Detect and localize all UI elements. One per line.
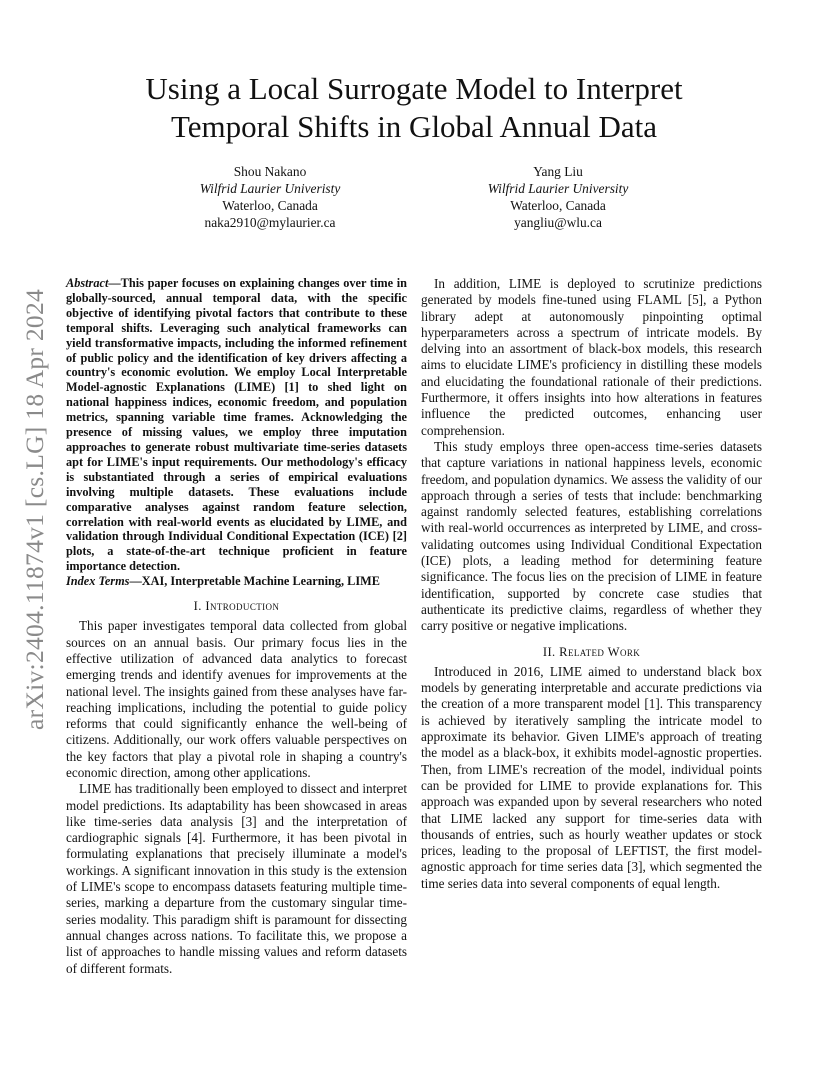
section-numeral: I.: [193, 599, 206, 614]
paper-title: [80, 70, 748, 146]
arxiv-identifier: arXiv:2404.11874v1 [cs.LG] 18 Apr 2024: [20, 288, 49, 730]
abstract-label: Abstract: [66, 276, 109, 290]
right-column: [421, 276, 762, 1066]
index-terms: [66, 574, 407, 589]
section-heading-introduction: [66, 598, 407, 614]
author-location: Waterloo, Canada: [222, 198, 318, 213]
title-line-1: Using a Local Surrogate Model to Interpret: [145, 71, 683, 106]
title-line-2: Temporal Shifts in Global Annual Data: [171, 109, 657, 144]
intro-paragraph-2: LIME has traditionally been employed to dissect and interpret model predictions. Its adaptability has been showcased in areas like time-series data analysis [3] and the interpretation of cardiographic signals [4]. Furthermore, it has been pivotal in formulating explanations that precisely illuminate a model's workings. A significant innovation in this study is the extension of LIME's scope to encompass datasets featuring multiple time-series, marking a departure from the customary singular time-series modality. This paradigm shift is paramount for dissecting annual changes across nations. To facilitate this, we propose a list of approaches to handle missing values and reform datasets of different formats.: [66, 781, 407, 976]
author-name: Yang Liu: [533, 164, 583, 179]
author-email: naka2910@mylaurier.ca: [204, 215, 336, 230]
index-terms-label: Index Terms: [66, 574, 130, 589]
author-affiliation: Wilfrid Laurier Univeristy: [199, 181, 341, 196]
intro-paragraph-3: In addition, LIME is deployed to scrutinize predictions generated by models fine-tuned using FLAML [5], a Python library adept at autonomously pinpointing optimal hyperparameters across a spectrum of intricate models. By delving into an assortment of black-box models, this research aims to elucidate LIME's proficiency in distilling these models and elucidating the foundational rationale of their predictions. Furthermore, it offers insights into how alterations in features influence the predicted outcomes, enhancing user comprehension.: [421, 276, 762, 438]
intro-paragraph-4: This study employs three open-access time-series datasets that capture variations in national happiness levels, economic freedom, and population dynamics. We assess the validity of our approach through a series of tests that include: benchmarking against randomly selected features, establishing correlations with real-world occurrences as interpreted by LIME, and cross-validating outcomes using Individual Conditional Expectation (ICE) plots, a leading method for determining feature significance. The focus lies on the precision of LIME in feature identification, supported by concrete case studies that authenticate its predictive claims, regardless of whether they carry positive or negative implications.: [421, 438, 762, 634]
author-block-1: [140, 163, 400, 231]
index-terms-text: —XAI, Interpretable Machine Learning, LIME: [129, 574, 380, 589]
intro-paragraph-1: This paper investigates temporal data collected from global sources on an annual basis. Our primary focus lies in the effective utilization of advanced data analytics to forecast emerging trends and identify avenues for improvements at the national level. The insights gained from these analyses have far-reaching implications, including the potential to guide policy reforms that could significantly enhance the well-being of citizens. Additionally, our work offers valuable perspectives on the key factors that play a pivotal role in shaping a country's economic direction, among other applications.: [66, 618, 407, 780]
author-block-2: [428, 163, 688, 231]
author-email: yangliu@wlu.ca: [514, 215, 602, 230]
section-numeral: II.: [542, 644, 560, 659]
author-location: Waterloo, Canada: [510, 198, 606, 213]
related-work-paragraph-1: Introduced in 2016, LIME aimed to understand black box models by generating interpretable and accurate predictions via the creation of a more transparent model [1]. This transparency is achieved by iteratively sampling the intricate model to approximate its behavior. Given LIME's approach of treating the model as a black-box, it exhibits model-agnostic properties. Then, from LIME's recreation of the model, individual points can be provided for LIME to provide explanations for. This approach was expanded upon by several researchers who noted that LIME lacked any support for time-series data with thousands of entries, such as hourly weather updates or stock prices, leading to the proposal of LEFTIST, the first model-agnostic approach for time series data [3], which segmented the time series data into several components of equal length.: [421, 663, 762, 891]
abstract: [66, 276, 407, 574]
section-heading-related-work: [421, 644, 762, 660]
author-affiliation: Wilfrid Laurier University: [487, 181, 629, 196]
author-name: Shou Nakano: [233, 164, 307, 179]
left-column: [66, 276, 407, 1066]
abstract-text: —This paper focuses on explaining changes over time in globally-sourced, annual temporal data, with the specific objective of identifying pivotal factors that contribute to these temporal shifts. Leveraging such analytical frameworks can yield transformative impacts, including the informed refinement of public policy and the identification of key drivers affecting a country's economic evolution. We employ Local Interpretable Model-agnostic Explanations (LIME) [1] to shed light on national happiness indices, economic freedom, and population metrics, spanning variable time frames. Acknowledging the presence of missing values, we employ three imputation approaches to generate robust multivariate time-series datasets apt for LIME's input requirements. Our methodology's efficacy is substantiated through a series of empirical evaluations involving multiple datasets. These evaluations include comparative analyses against random feature selection, correlation with real-world events as elucidated by LIME, and validation through Individual Conditional Expectation (ICE) [2] plots, a state-of-the-art technique proficient in feature importance detection.: [66, 276, 407, 574]
section-title: Related Work: [559, 644, 641, 659]
section-title: Introduction: [205, 599, 280, 614]
